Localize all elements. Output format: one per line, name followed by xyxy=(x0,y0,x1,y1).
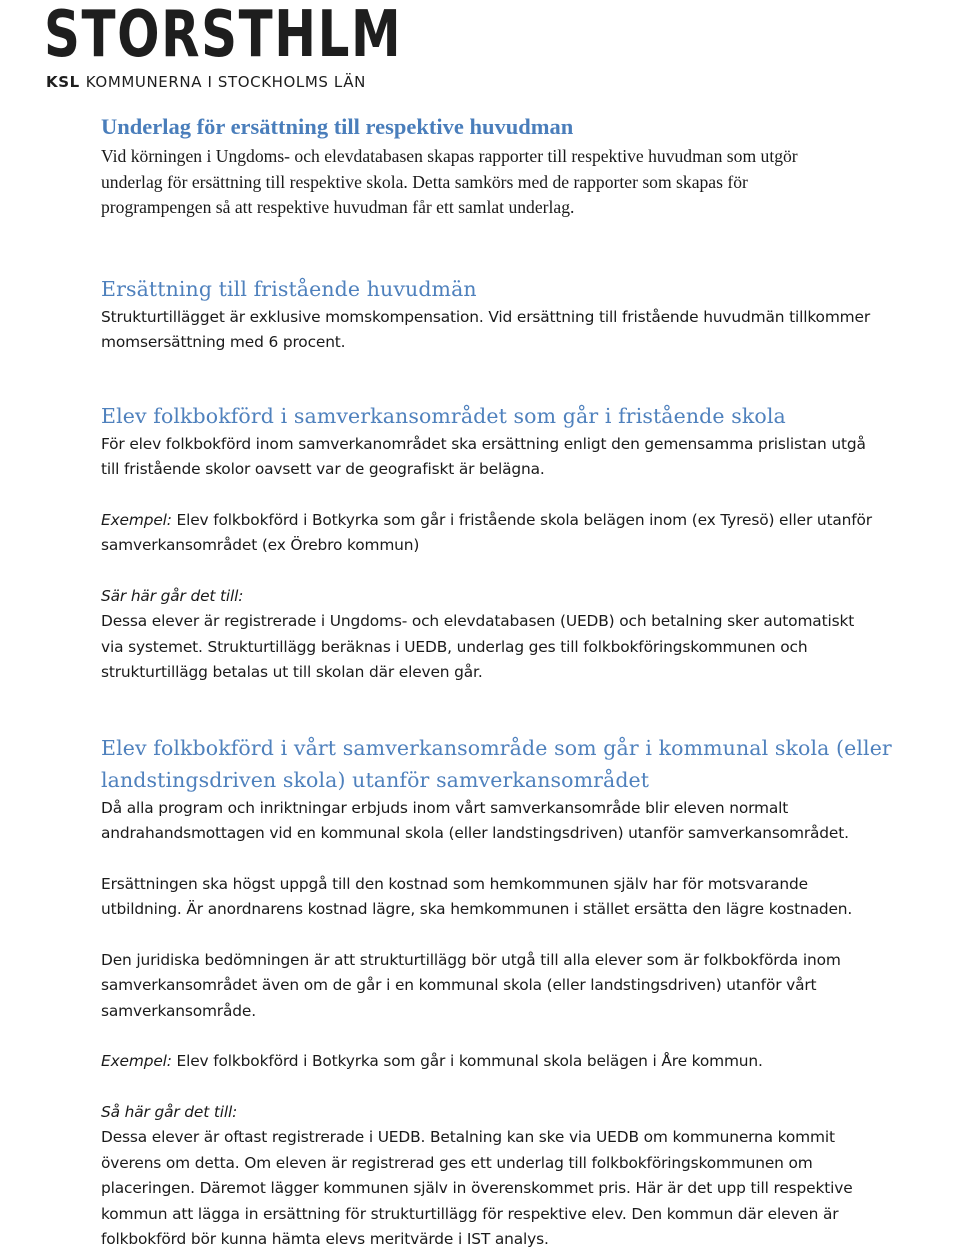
text-line: via systemet. Strukturtillägg beräknas i UEDB, underlag ges till folkbokföringskommunen och xyxy=(101,637,808,656)
text-line: samverkansområde. xyxy=(101,1001,256,1020)
text-line: strukturtillägg betalas ut till skolan där eleven går. xyxy=(101,663,483,681)
text-line: Dessa elever är registrerade i Ungdoms- och elevdatabasen (UEDB) och betalning sker automatiskt xyxy=(101,612,855,630)
text-line: folkbokförd bör kunna hämta elevs meritvärde i IST analys. xyxy=(101,1230,549,1248)
paragraph-underlag xyxy=(101,144,951,221)
text-line: samverkansområdet även om de går i en kommunal skola (eller landstingsdriven) utanför vårt xyxy=(101,976,817,994)
text-line xyxy=(101,1049,951,1075)
storsthlm-logo xyxy=(44,0,503,91)
example-label: Exempel: xyxy=(101,510,172,529)
text-line: underlag för ersättning till respektive skola. Detta samkörs med de rapporter som skapas för xyxy=(101,171,748,192)
text-line: Den juridiska bedömningen är att strukturtillägg bör utgå till alla elever som är folkbokförda inom xyxy=(101,950,841,969)
text-line: kommun att lägga in ersättning för strukturtillägg för respektive elev. Den kommun där eleven är xyxy=(101,1204,839,1223)
how-label: Sär här går det till: xyxy=(101,586,244,605)
paragraph-elev-fristaende xyxy=(101,432,951,483)
paragraph-kommunal-2 xyxy=(101,872,951,923)
heading-ersattning-fristaende: Ersättning till fristående huvudmän xyxy=(101,276,477,301)
text-line: till fristående skolor oavsett var de geografiskt är belägna. xyxy=(101,460,545,478)
example-text: Elev folkbokförd i Botkyrka som går i fristående skola belägen inom (ex Tyresö) eller utanför xyxy=(171,510,872,529)
heading-elev-fristaende-skola: Elev folkbokförd i samverkansområdet som går i fristående skola xyxy=(101,403,786,428)
text-line: Vid körningen i Ungdoms- och elevdatabasen skapas rapporter till respektive huvudman som utgör xyxy=(101,146,798,166)
text-line: överens om detta. Om eleven är registrerad ges ett underlag till folkbokföringskommunen om xyxy=(101,1153,813,1172)
text-line: momsersättning med 6 procent. xyxy=(101,333,346,351)
text-line: programpengen så att respektive huvudman får ett samlat underlag. xyxy=(101,197,575,217)
heading-underlag: Underlag för ersättning till respektive huvudman xyxy=(101,114,574,139)
text-line: Dessa elever är oftast registrerade i UEDB. Betalning kan ske via UEDB om kommunerna kommit xyxy=(101,1128,835,1146)
text-line: utbildning. Är anordnarens kostnad lägre, ska hemkommunen i stället ersätta den lägre kostnaden. xyxy=(101,900,853,918)
text-line: Då alla program och inriktningar erbjuds inom vårt samverkansområde blir eleven normalt xyxy=(101,798,789,817)
text-line: Strukturtillägget är exklusive momskompensation. Vid ersättning till fristående huvudmän tillkommer xyxy=(101,307,870,326)
logo-wordmark: STORSTHLM xyxy=(44,0,403,72)
how-label: Så här går det till: xyxy=(101,1102,238,1121)
logo-sub-text: KOMMUNERNA I STOCKHOLMS LÄN xyxy=(85,73,366,91)
how-block-2 xyxy=(101,1100,951,1253)
paragraph-kommunal-1 xyxy=(101,796,951,847)
text-line: Ersättningen ska högst uppgå till den kostnad som hemkommunen själv har för motsvarande xyxy=(101,874,808,893)
example-block-2 xyxy=(101,1049,951,1075)
heading-line: Elev folkbokförd i vårt samverkansområde som går i kommunal skola (eller xyxy=(101,735,892,760)
example-text: Elev folkbokförd i Botkyrka som går i kommunal skola belägen i Åre kommun. xyxy=(171,1052,763,1070)
text-line: samverkansområdet (ex Örebro kommun) xyxy=(101,536,420,554)
text-line: placeringen. Däremot lägger kommunen själv in överenskommet pris. Här är det upp till respektive xyxy=(101,1179,853,1197)
heading-line: landstingsdriven skola) utanför samverkansområdet xyxy=(101,767,650,792)
logo-subtitle xyxy=(46,74,366,90)
logo-ksl: KSL xyxy=(46,73,80,91)
text-line xyxy=(101,508,951,534)
text-line: andrahandsmottagen vid en kommunal skola (eller landstingsdriven) utanför samverkansområdet. xyxy=(101,824,849,842)
heading-elev-kommunal-skola xyxy=(101,732,951,796)
how-block-1 xyxy=(101,584,951,686)
text-line: För elev folkbokförd inom samverkanområdet ska ersättning enligt den gemensamma prislistan utgå xyxy=(101,434,866,453)
document-body xyxy=(101,112,951,1253)
paragraph-kommunal-3 xyxy=(101,948,951,1025)
example-block-1 xyxy=(101,508,951,559)
paragraph-ersattning-fristaende xyxy=(101,305,951,356)
example-label: Exempel: xyxy=(101,1052,172,1070)
